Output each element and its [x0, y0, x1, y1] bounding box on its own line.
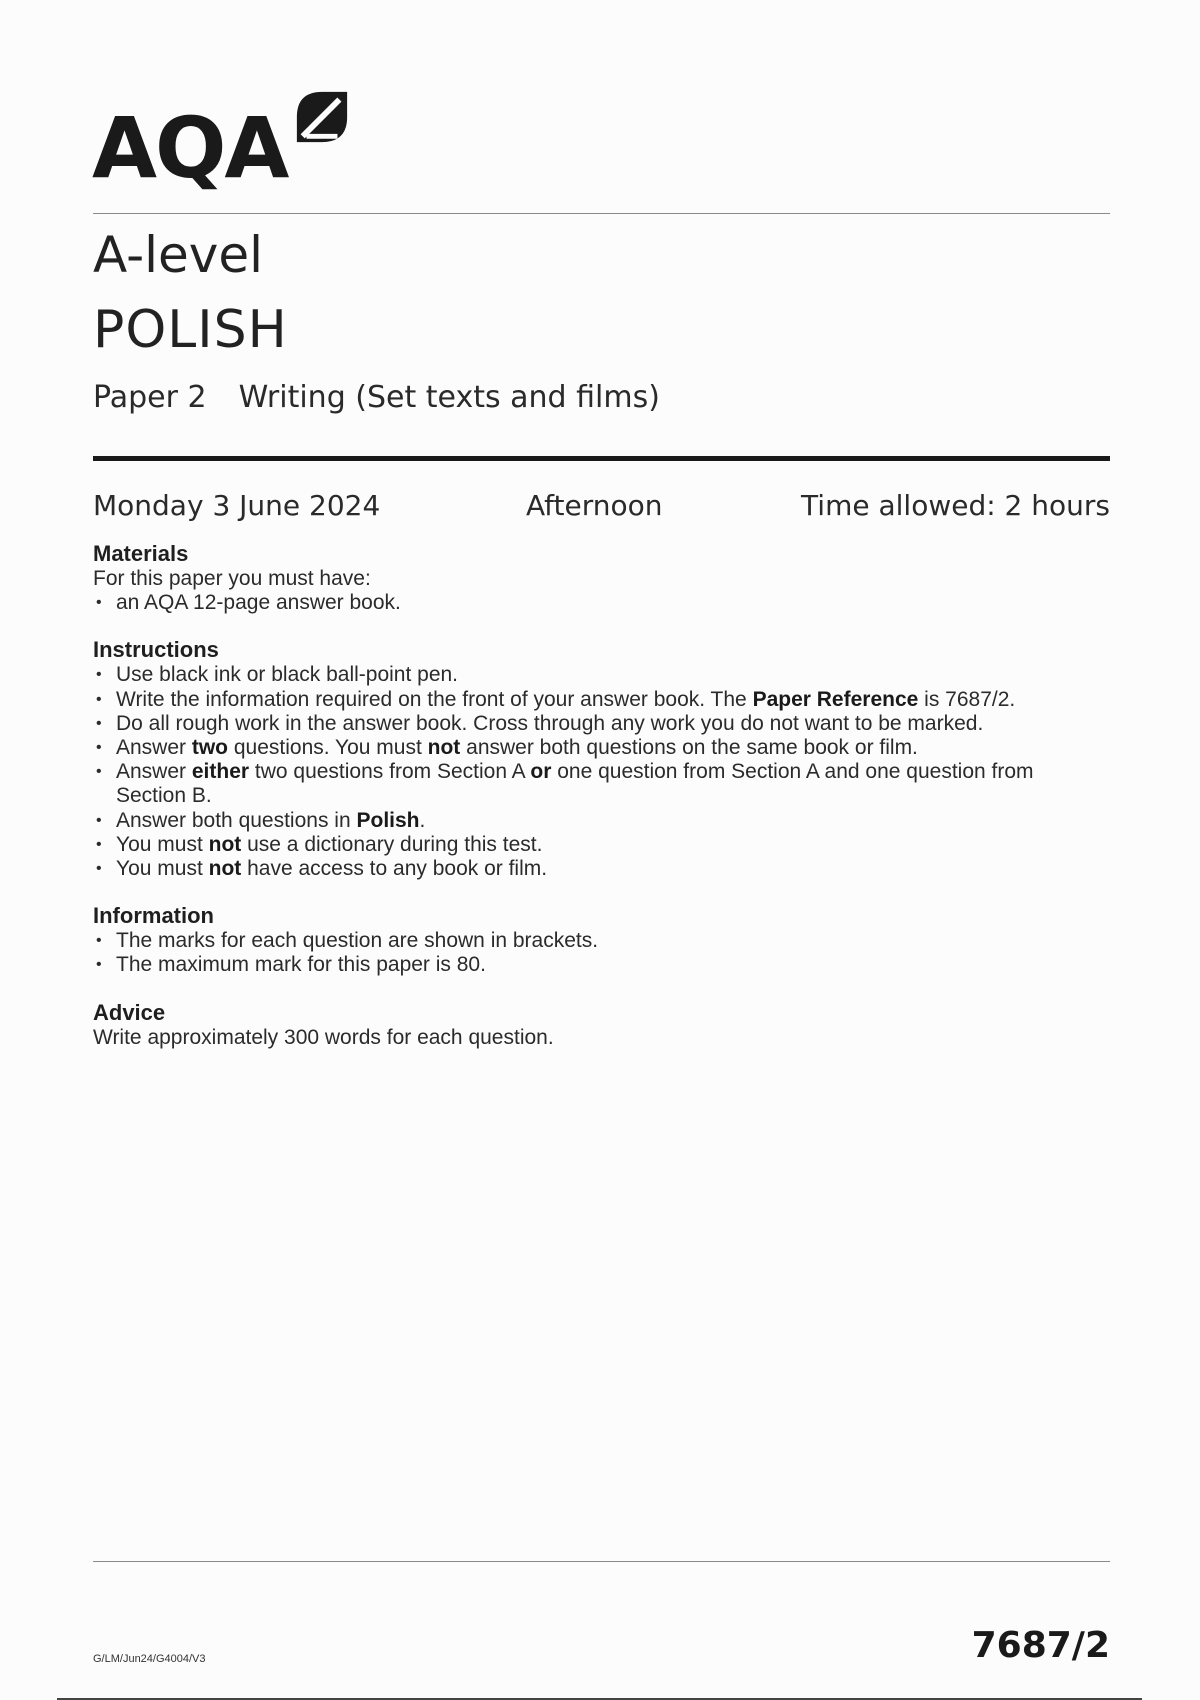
list-item: • Answer either two questions from Section A or one question from Section A and one question from Section B.	[93, 760, 1113, 808]
paper-title-row	[93, 380, 660, 415]
list-item: • an AQA 12-page answer book.	[93, 591, 1113, 615]
qualification-level: A-level	[93, 226, 264, 284]
information-section	[93, 903, 1113, 977]
instructions-list	[93, 663, 1113, 881]
list-item: • You must not use a dictionary during this test.	[93, 833, 1113, 857]
materials-intro: For this paper you must have:	[93, 567, 371, 590]
instructions-section	[93, 637, 1113, 881]
list-item: • Do all rough work in the answer book. Cross through any work you do not want to be marked.	[93, 712, 1113, 736]
cover-sections	[93, 541, 1113, 1072]
list-item: • Write the information required on the front of your answer book. The Paper Reference is 7687/2.	[93, 688, 1113, 712]
information-heading: Information	[93, 903, 214, 929]
paper-number: Paper 2	[93, 380, 207, 415]
list-item: • Use black ink or black ball-point pen.	[93, 663, 1113, 687]
aqa-logo	[92, 88, 351, 197]
logo-text: AQA	[92, 99, 288, 197]
time-allowed: Time allowed: 2 hours	[801, 489, 1110, 522]
title-divider	[93, 456, 1110, 461]
list-item: • You must not have access to any book or film.	[93, 857, 1113, 881]
materials-section	[93, 541, 1113, 615]
aqa-leaf-icon	[293, 88, 351, 146]
list-item: • The marks for each question are shown in brackets.	[93, 929, 1113, 953]
materials-list	[93, 591, 1113, 615]
list-item: • Answer two questions. You must not answer both questions on the same book or film.	[93, 736, 1113, 760]
materials-heading: Materials	[93, 541, 189, 566]
paper-reference: 7687/2	[971, 1625, 1110, 1666]
information-list	[93, 929, 1113, 977]
list-item: • Answer both questions in Polish.	[93, 809, 1113, 833]
exam-session: Afternoon	[526, 489, 663, 522]
subject-title: POLISH	[93, 300, 288, 360]
advice-text: Write approximately 300 words for each question.	[93, 1025, 554, 1049]
paper-title: Writing (Set texts and films)	[238, 380, 660, 415]
advice-heading: Advice	[93, 999, 166, 1025]
header-divider	[93, 213, 1110, 214]
exam-date: Monday 3 June 2024	[93, 489, 381, 522]
instructions-heading: Instructions	[93, 637, 219, 663]
footer-code: G/LM/Jun24/G4004/V3	[93, 1653, 206, 1665]
advice-section	[93, 1000, 1113, 1050]
footer-divider	[93, 1561, 1110, 1562]
list-item: • The maximum mark for this paper is 80.	[93, 953, 1113, 977]
